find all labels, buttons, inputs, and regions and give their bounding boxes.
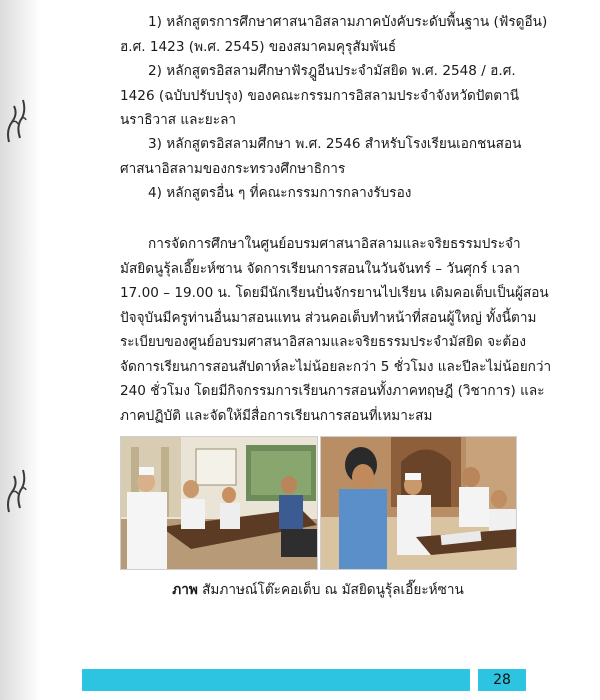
photo-interview-right: [320, 436, 517, 570]
body-line: ภาคปฏิบัติ และจัดให้มีสื่อการเรียนการสอนที่เหมาะสม: [120, 407, 433, 424]
body-line: ปัจจุบันมีครูท่านอื่นมาสอนแทน ส่วนคอเต็บทำหน้าที่สอนผู้ใหญ่ ทั้งนี้ตาม: [120, 309, 537, 326]
body-line: การจัดการศึกษาในศูนย์อบรมศาสนาอิสลามและจริยธรรมประจำ: [148, 236, 521, 252]
curriculum-item-1-line1: 1) หลักสูตรการศึกษาศาสนาอิสลามภาคบังคับระดับพื้นฐาน (ฟัรดูอีน): [148, 14, 548, 30]
caption-text: สัมภาษณ์โต๊ะคอเต็บ ณ มัสยิดนูรุ้ลเอี๊ยะห์ซาน: [197, 582, 464, 598]
body-line: ระเบียบของศูนย์อบรมศาสนาอิสลามและจริยธรรมประจำมัสยิด จะต้อง: [120, 334, 526, 350]
photo-caption: [120, 578, 516, 600]
curriculum-item-2-line3: นราธิวาส และยะลา: [120, 112, 237, 128]
curriculum-item-1-line2: ฮ.ศ. 1423 (พ.ศ. 2545) ของสมาคมคุรุสัมพันธ์: [120, 38, 397, 55]
body-line: จัดการเรียนการสอนสัปดาห์ละไม่น้อยละกว่า 5 ชั่วโมง และปีละไม่น้อยกว่า: [120, 358, 552, 375]
curriculum-item-4: [120, 181, 530, 206]
curriculum-item-1: [120, 10, 548, 59]
curriculum-item-2-line2: 1426 (ฉบับปรับปรุง) ของคณะกรรมการอิสลามประจำจังหวัดปัตตานี: [120, 87, 519, 104]
body-paragraph: [120, 232, 552, 428]
curriculum-item-2: [120, 59, 530, 133]
footer-accent-bar: [82, 669, 470, 691]
caption-label: ภาพ: [172, 582, 198, 598]
body-line: 240 ชั่วโมง โดยมีกิจกรรมการเรียนการสอนทั้งภาคทฤษฎี (วิชาการ) และ: [120, 383, 545, 399]
curriculum-item-3-line2: ศาสนาอิสลามของกระทรวงศึกษาธิการ: [120, 160, 346, 177]
curriculum-item-2-line1: 2) หลักสูตรอิสลามศึกษาฟัรฎูอีนประจำมัสยิด พ.ศ. 2548 / ฮ.ศ.: [148, 63, 516, 79]
curriculum-item-3-line1: 3) หลักสูตรอิสลามศึกษา พ.ศ. 2546 สำหรับโรงเรียนเอกชนสอน: [148, 136, 522, 152]
margin-ornament-bottom: [4, 462, 30, 518]
body-line: มัสยิดนูรุ้ลเอี๊ยะห์ซาน จัดการเรียนการสอนในวันจันทร์ – วันศุกร์ เวลา: [120, 260, 521, 277]
body-line: 17.00 – 19.00 น. โดยมีนักเรียนปั่นจักรยานไปเรียน เดิมคอเต็บเป็นผู้สอน: [120, 285, 549, 301]
curriculum-item-3: [120, 132, 530, 181]
photo-interview-left: [120, 436, 318, 570]
margin-ornament-top: [4, 92, 30, 148]
curriculum-item-4-line1: 4) หลักสูตรอื่น ๆ ที่คณะกรรมการกลางรับรอง: [148, 185, 412, 201]
page-number: 28: [478, 669, 526, 691]
